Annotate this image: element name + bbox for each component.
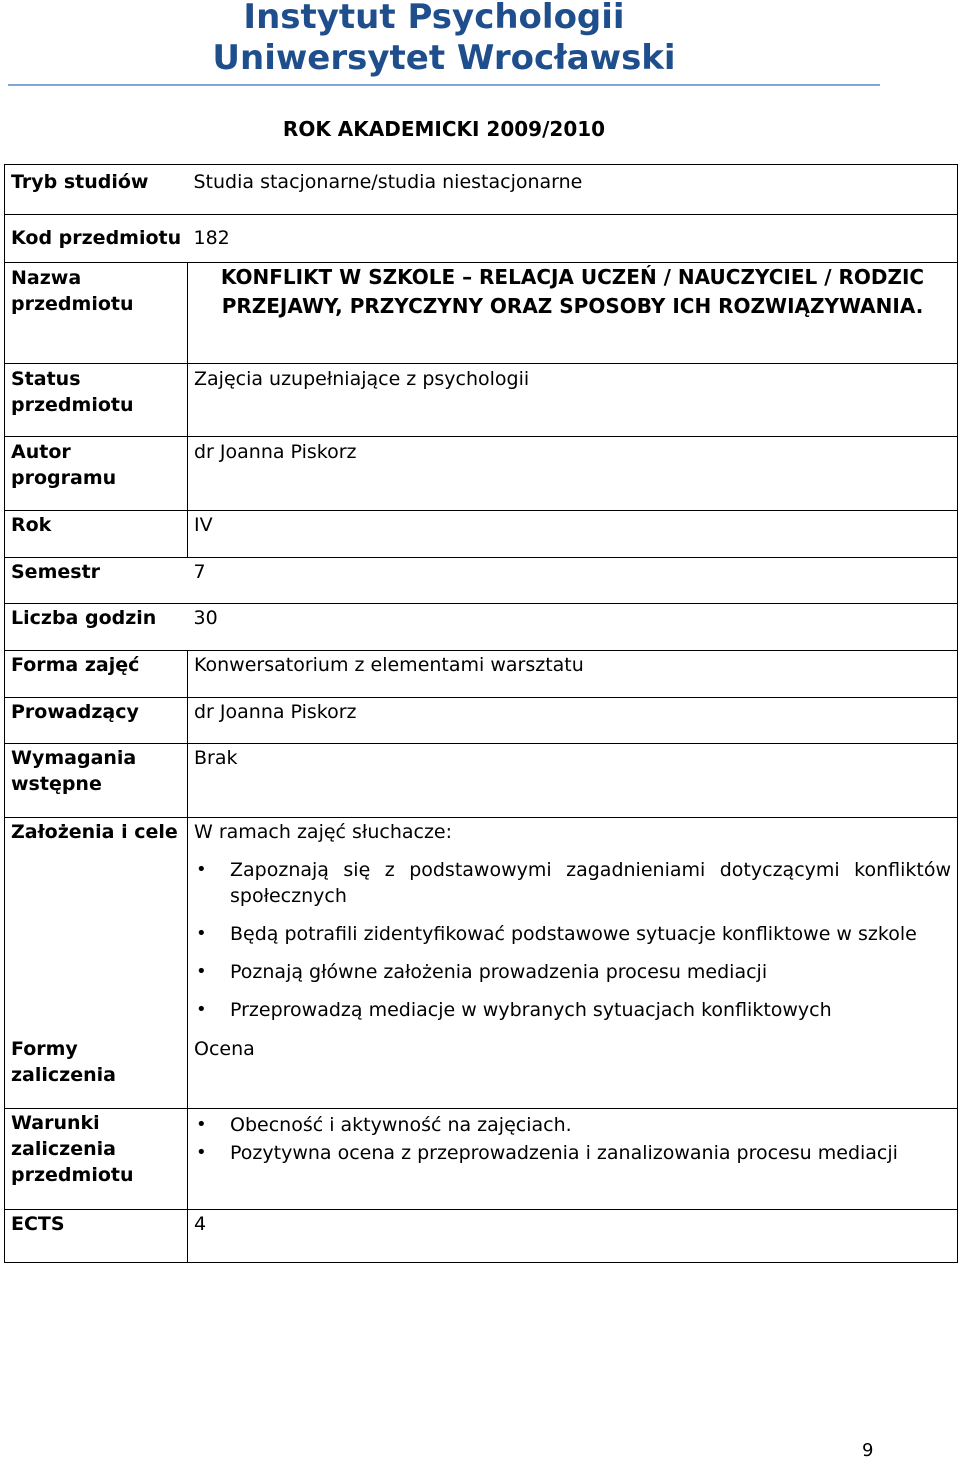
- label-wymagania: Wymagania wstępne: [5, 744, 188, 818]
- value-autor: dr Joanna Piskorz: [188, 437, 958, 511]
- row-ects: [5, 1210, 958, 1263]
- header-institute: Instytut Psychologii: [243, 0, 625, 37]
- label-liczba: Liczba godzin: [5, 604, 188, 651]
- row-rok: [5, 511, 958, 558]
- label-status: Status przedmiotu: [5, 364, 188, 437]
- value-status: Zajęcia uzupełniające z psychologii: [188, 364, 958, 437]
- zalozenia-intro: W ramach zajęć słuchacze:: [194, 821, 453, 843]
- row-warunki: [5, 1109, 958, 1210]
- value-warunki: [188, 1109, 958, 1210]
- zalozenia-list: [194, 857, 951, 1023]
- page-number: 9: [862, 1440, 874, 1461]
- header-rule: [8, 84, 880, 86]
- value-formy: Ocena: [188, 1036, 958, 1109]
- row-autor: [5, 437, 958, 511]
- value-liczba: 30: [188, 604, 958, 651]
- label-prowadzacy: Prowadzący: [5, 698, 188, 744]
- label-autor: Autor programu: [5, 437, 188, 511]
- list-item: • Pozytywna ocena z przeprowadzenia i zanalizowania procesu mediacji: [230, 1140, 951, 1166]
- row-status: [5, 364, 958, 437]
- header-university: Uniwersytet Wrocławski: [212, 38, 676, 78]
- list-item: • Będą potrafili zidentyfikować podstawowe sytuacje konfliktowe w szkole: [230, 921, 951, 947]
- row-kod: [5, 215, 958, 263]
- academic-year: ROK AKADEMICKI 2009/2010: [282, 117, 606, 141]
- warunki-list: [194, 1112, 951, 1166]
- value-nazwa: KONFLIKT W SZKOLE – RELACJA UCZEŃ / NAUCZYCIEL / RODZIC PRZEJAWY, PRZYCZYNY ORAZ SPOSOBY ICH ROZWIĄZYWANIA.: [188, 263, 958, 364]
- value-wymagania: Brak: [188, 744, 958, 818]
- value-rok: IV: [188, 511, 958, 558]
- list-item: • Poznają główne założenia prowadzenia procesu mediacji: [230, 959, 951, 985]
- value-zalozenia: [188, 818, 958, 1036]
- list-item: • Zapoznają się z podstawowymi zagadnieniami dotyczącymi konfliktów społecznych: [230, 857, 951, 909]
- row-prowadzacy: [5, 698, 958, 744]
- label-tryb: Tryb studiów: [5, 165, 188, 215]
- row-nazwa: [5, 263, 958, 364]
- value-prowadzacy: dr Joanna Piskorz: [188, 698, 958, 744]
- row-wymagania: [5, 744, 958, 818]
- row-tryb: [5, 165, 958, 215]
- label-forma: Forma zajęć: [5, 651, 188, 698]
- label-semestr: Semestr: [5, 558, 188, 604]
- value-tryb: Studia stacjonarne/studia niestacjonarne: [188, 165, 958, 215]
- value-kod: 182: [188, 215, 958, 263]
- row-formy: [5, 1036, 958, 1109]
- label-ects: ECTS: [5, 1210, 188, 1263]
- label-formy: Formy zaliczenia: [5, 1036, 188, 1109]
- label-kod: Kod przedmiotu: [5, 215, 188, 263]
- label-rok: Rok: [5, 511, 188, 558]
- list-item: • Obecność i aktywność na zajęciach.: [230, 1112, 951, 1138]
- label-warunki: Warunki zaliczenia przedmiotu: [5, 1109, 188, 1210]
- value-forma: Konwersatorium z elementami warsztatu: [188, 651, 958, 698]
- row-liczba: [5, 604, 958, 651]
- label-nazwa: Nazwa przedmiotu: [5, 263, 188, 364]
- value-ects: 4: [188, 1210, 958, 1263]
- value-semestr: 7: [188, 558, 958, 604]
- row-zalozenia: [5, 818, 958, 1036]
- row-semestr: [5, 558, 958, 604]
- row-forma: [5, 651, 958, 698]
- label-zalozenia: Założenia i cele: [5, 818, 188, 1036]
- course-table: [4, 164, 958, 1263]
- list-item: • Przeprowadzą mediacje w wybranych sytuacjach konfliktowych: [230, 997, 951, 1023]
